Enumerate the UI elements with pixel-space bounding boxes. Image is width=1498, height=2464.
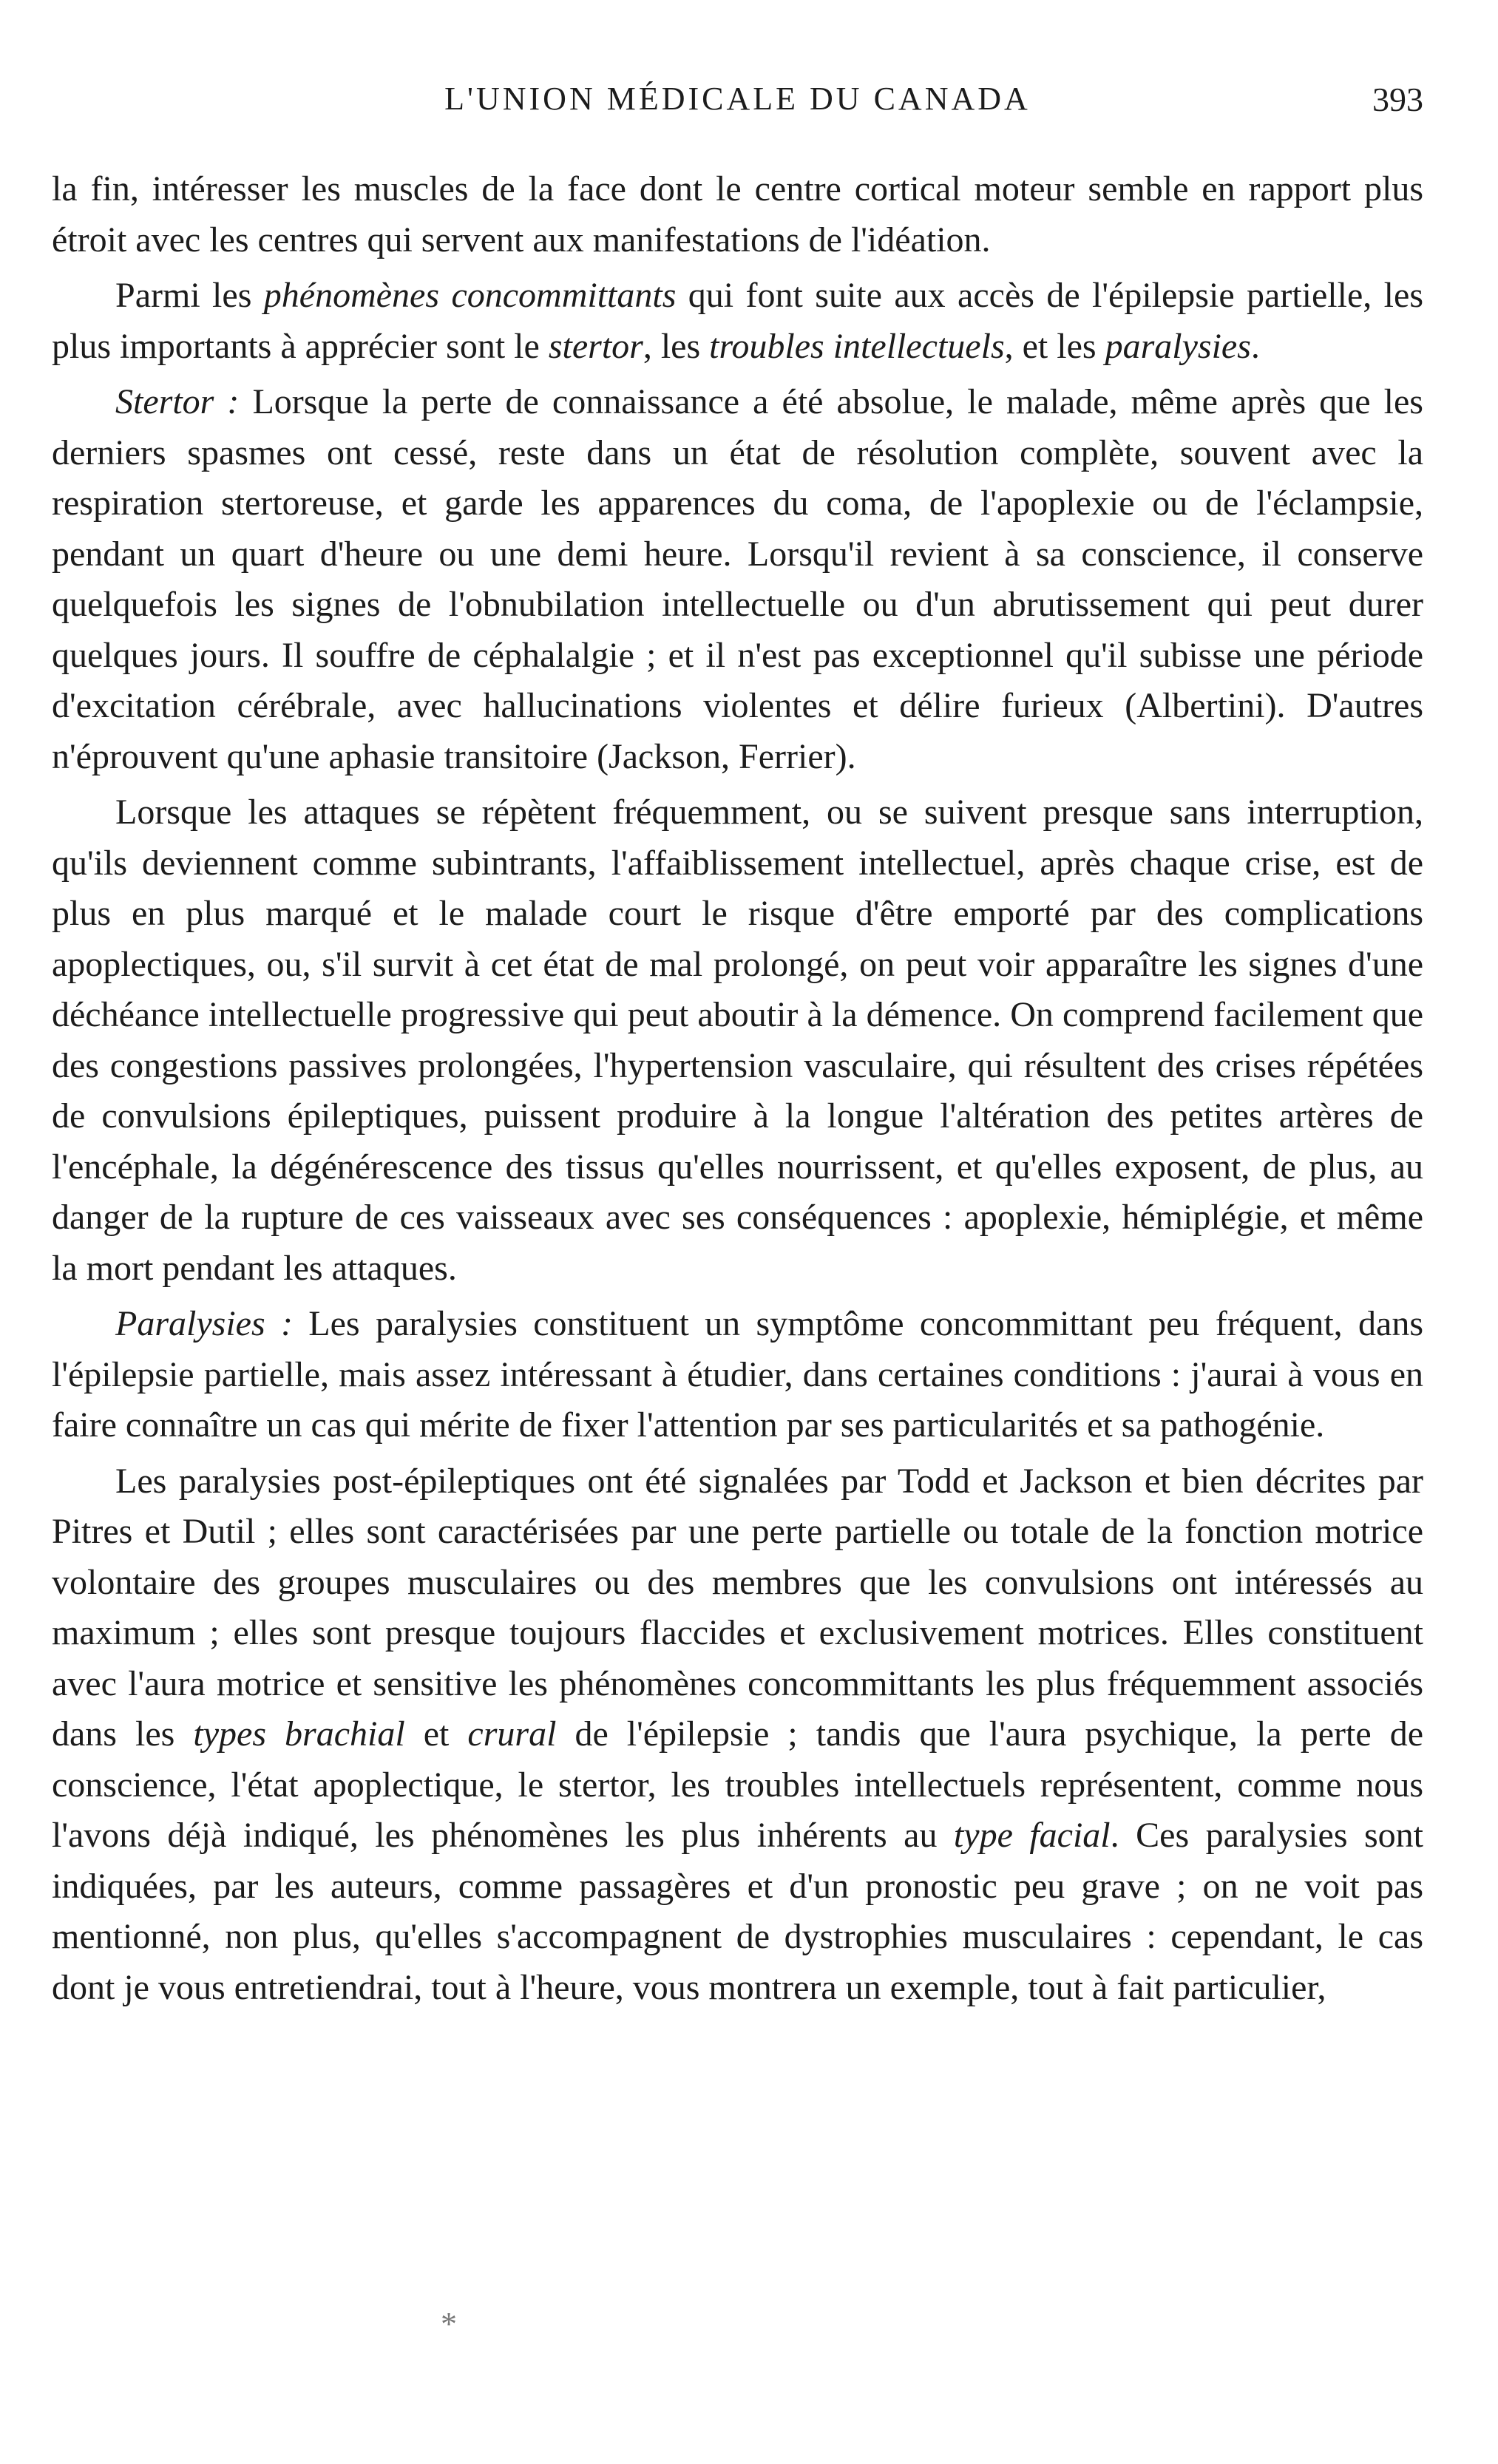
term-types-brachial: types brachial	[193, 1714, 405, 1754]
section-heading-paralysies: Paralysies :	[115, 1304, 293, 1343]
term-type-facial: type facial	[953, 1816, 1111, 1855]
term-crural: crural	[467, 1714, 557, 1754]
section-heading-stertor: Stertor :	[115, 382, 240, 421]
body-text	[52, 164, 1423, 2013]
print-ornament: *	[441, 2306, 457, 2342]
term-phenomenes-concommittants: phénomènes concommittants	[263, 276, 677, 315]
term-stertor: stertor	[548, 326, 643, 366]
paragraph-repeated-attacks: Lorsque les attaques se répètent fréquemment, ou se suivent presque sans interruption, qu'ils deviennent comme subintrants, l'affaiblissement intellectuel, après chaque crise, est de plus en plus marqué et le malade court le risque d'être emporté par des complications apoplectiques, ou, s'il survit à cet état de mal prolongé, on peut voir apparaître les signes d'une déchéance intellectuelle progressive qui peut aboutir à la démence. On comprend facilement que des congestions passives prolongées, l'hypertension vasculaire, qui résultent des crises répétées de convulsions épileptiques, puissent produire à la longue l'altération des petites artères de l'encéphale, la dégénérescence des tissus qu'elles nourrissent, et qu'elles exposent, de plus, au danger de la rupture de ces vaisseaux avec ses conséquences : apoplexie, hémiplégie, et même la mort pendant les attaques.	[52, 793, 1423, 1288]
term-troubles-intellectuels: troubles intellectuels	[709, 326, 1005, 366]
page-number: 393	[1372, 81, 1423, 118]
term-paralysies: paralysies	[1105, 326, 1251, 366]
paragraph-stertor: Stertor : Lorsque la perte de connaissance a été absolue, le malade, même après que les derniers spasmes ont cessé, reste dans un état de résolution complète, souvent avec la respiration stertoreuse, et garde les apparences du coma, de l'apoplexie ou de l'éclampsie, pendant un quart d'heure ou une demi heure. Lorsqu'il revient à sa conscience, il conserve quelquefois les signes de l'obnubilation intellectuelle ou d'un abrutissement qui peut durer quelques jours. Il souffre de céphalalgie ; et il n'est pas exceptionnel qu'il subisse une période d'excitation cérébrale, avec hallucinations violentes et délire furieux (Albertini). D'autres n'éprouvent qu'une aphasie transitoire (Jackson, Ferrier).	[52, 382, 1423, 776]
paragraph-concomitant-phenomena: Parmi les phénomènes concommittants qui font suite aux accès de l'épilepsie partielle, les plus importants à apprécier sont le stertor, les troubles intellectuels, et les paralysies.	[52, 276, 1423, 366]
paragraph-continuation: la fin, intéresser les muscles de la face dont le centre cortical moteur semble en rapport plus étroit avec les centres qui servent aux manifestations de l'idéation.	[52, 169, 1423, 259]
page-header	[52, 80, 1423, 132]
running-title: L'UNION MÉDICALE DU CANADA	[444, 81, 1031, 117]
paragraph-paralysies: Paralysies : Les paralysies constituent un symptôme concommittant peu fréquent, dans l'épilepsie partielle, mais assez intéressant à étudier, dans certaines conditions : j'aurai à vous en faire connaître un cas qui mérite de fixer l'attention par ses particularités et sa pathogénie.	[52, 1304, 1423, 1445]
paragraph-post-epileptic-paralysis: Les paralysies post-épileptiques ont été signalées par Todd et Jackson et bien décrites par Pitres et Dutil ; elles sont caractérisées par une perte partielle ou totale de la fonction motrice volontaire des groupes musculaires ou des membres que les convulsions ont intéressés au maximum ; elles sont presque toujours flaccides et exclusivement motrices. Elles constituent avec l'aura motrice et sensitive les phénomènes concommittants les plus fréquemment associés dans les types brachial et crural de l'épilepsie ; tandis que l'aura psychique, la perte de conscience, l'état apoplectique, le stertor, les troubles intellectuels représentent, comme nous l'avons déjà indiqué, les phénomènes les plus inhérents au type facial. Ces paralysies sont indiquées, par les auteurs, comme passagères et d'un pronostic peu grave ; on ne voit pas mentionné, non plus, qu'elles s'accompagnent de dystrophies musculaires : cependant, le cas dont je vous entretiendrai, tout à l'heure, vous montrera un exemple, tout à fait particulier,	[52, 1461, 1424, 2007]
